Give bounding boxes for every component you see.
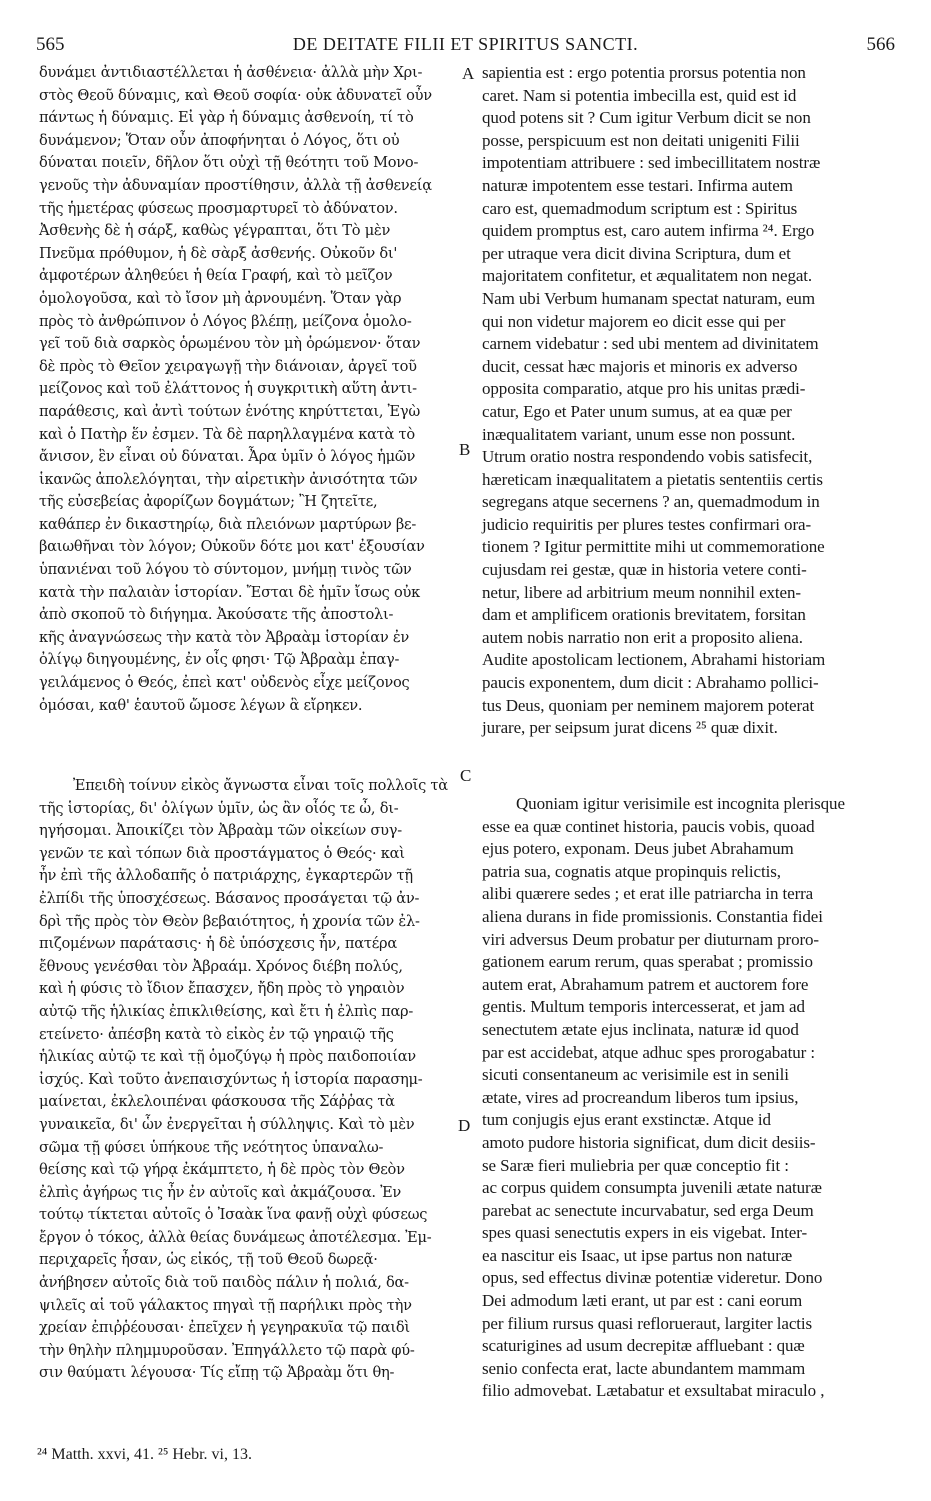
text-line: ἀνήβησεν αὐτοῖς διὰ τοῦ παιδὸς πάλιν ἡ πολιά, δα- [39, 1274, 409, 1292]
text-line: per utraque vera dicit divina Scriptura, dum et [482, 243, 791, 263]
text-line: κατὰ τὴν παλαιὰν ἱστορίαν. Ἔσται δὲ ἡμῖν ἴσως οὐκ [39, 583, 420, 601]
page-header [36, 34, 895, 58]
text-line: opus, sed effectus divinæ potentiæ videretur. Dono [482, 1268, 823, 1288]
text-line: τὴν θηλὴν πλημμυροῦσαν. Ἐπηγάλλετο τῷ παρὰ φύ- [39, 1341, 415, 1359]
text-line: par est accidebat, atque adhuc spes prorogabatur : [482, 1042, 815, 1062]
text-line: ἔργον ὁ τόκος, ἀλλὰ θείας δυνάμεως ἀποτέλεσμα. Ἐμ- [39, 1228, 432, 1246]
text-line: tum conjugis ejus erant exstinctæ. Atque id [482, 1110, 771, 1130]
text-line: paucis exponentem, dum dicit : Abrahamo pollici- [482, 673, 819, 693]
latin-column-paragraph-2 [482, 793, 894, 1403]
text-line: γενοῦς τὴν ἀδυναμίαν προστίθησιν, ἀλλὰ τῇ ἀσθενείᾳ [39, 176, 432, 194]
text-line: ἰσχύς. Καὶ τοῦτο ἀνεπαισχύντως ἡ ἱστορία παρασημ- [39, 1070, 423, 1088]
text-line: τῆς ἡμετέρας φύσεως προσμαρτυρεῖ τὸ ἀδύνατον. [39, 199, 398, 217]
margin-marker-b: B [459, 440, 471, 459]
text-line: aliena durans in fide promissionis. Constantia fidei [482, 906, 823, 926]
text-line: alibi quærere sedes ; et erat ille patriarcha in terra [482, 884, 814, 904]
text-line: filio admovebat. Lætabatur et exsultabat miraculo , [482, 1381, 825, 1401]
text-line: γειλάμενος ὁ Θεός, ἐπεὶ κατ' οὐδενὸς εἶχε μείζονος [39, 674, 410, 692]
text-line: gationem earum rerum, quas sperabat ; promissio [482, 952, 813, 972]
text-line: naturæ impotentem esse testari. Infirma autem [482, 175, 793, 195]
text-line: ἦν ἐπὶ τῆς ἀλλοδαπῆς ὁ πατριάρχης, ἐγκαρτερῶν τῇ [39, 867, 413, 885]
text-line: cujusdam rei gestæ, quæ in historia vetere conti- [482, 560, 807, 580]
text-line: ετείνετο· ἀπέσβη κατὰ τὸ εἰκὸς ἐν τῷ γηραιῷ τῆς [39, 1025, 394, 1043]
text-line: πάντως ἡ δύναμις. Εἰ γὰρ ἡ δύναμις ἀσθενοίη, τί τὸ [39, 109, 414, 127]
text-line: ejus potero, exponam. Deus jubet Abrahamum [482, 839, 794, 859]
text-line: esse ea quæ continet historia, paucis vobis, quoad [482, 816, 815, 836]
text-line: καθάπερ ἐν δικαστηρίῳ, διὰ πλειόνων μαρτύρων βε- [39, 515, 417, 533]
text-line: amoto pudore historia significat, dum dicit desiis- [482, 1132, 816, 1152]
text-line: χρείαν ἐπιῤῥέουσαι· ἐπεῖχεν ἡ γεγηρακυῖα τῷ παιδὶ [39, 1319, 410, 1337]
text-line: autem nobis narratio non erit a proposito aliena. [482, 627, 803, 647]
text-line: βαιωθῆναι τὸν λόγον; Οὐκοῦν δότε μοι κατ' ἐξουσίαν [39, 538, 425, 556]
text-line: ἐλπίδι τῆς ὑποσχέσεως. Βάσανος προσάγεται τῷ ἀν- [39, 889, 420, 907]
text-line: γεῖ τοῦ διὰ σαρκὸς ὁρωμένου τὸν μὴ ὁρώμενον· ὅταν [39, 335, 421, 353]
text-line: hæreticam inæqualitatem a pietatis sententiis certis [482, 469, 823, 489]
text-line: se Saræ fieri muliebria per quæ conceptio fit : [482, 1155, 789, 1175]
text-line: tionem ? Igitur permittite mihi ut commemoratione [482, 537, 825, 557]
text-line: gentis. Multum temporis intercesserat, et jam ad [482, 997, 805, 1017]
text-line: sicuti consentaneum ac verisimile est in senili [482, 1065, 789, 1085]
text-line: sapientia est : ergo potentia prorsus potentia non [482, 63, 806, 82]
text-line: ὀμόσαι, καθ' ἑαυτοῦ ὤμοσε λέγων ἃ εἴρηκεν. [39, 696, 363, 714]
text-line: senectutem ætate ejus inclinata, naturæ id quod [482, 1019, 799, 1039]
text-line: σιν θαύματι λέγουσα· Τίς εἴπῃ τῷ Ἀβραὰμ ὅτι θη- [39, 1364, 395, 1382]
text-line: παράθεσις, καὶ ἀντὶ τούτων ἑνότης κηρύττεται, Ἐγὼ [39, 402, 420, 420]
text-line: opposita comparatio, atque pro his unitas prædi- [482, 379, 806, 399]
text-line: viri adversus Deum probatur per diuturnam proro- [482, 929, 819, 949]
text-line: Ἀσθενὴς δὲ ἡ σάρξ, καθὼς γέγραπται, ὅτι Τὸ μὲν [39, 222, 391, 240]
text-line: posse, perspicuum est non deitati unigeniti Filii [482, 130, 800, 150]
text-line: qui non videtur majorem eo dicit esse qui per [482, 311, 786, 331]
text-line: judicio requiritis per plures testes confirmari ora- [482, 514, 812, 534]
text-line: μαίνεται, ἐκλελοιπέναι φάσκουσα τῆς Σάῤῥας τὰ [39, 1093, 395, 1111]
text-line: τούτῳ τίκτεται αὐτοῖς ὁ Ἰσαὰκ ἵνα φανῇ οὐχὶ φύσεως [39, 1206, 428, 1224]
text-line: quod potens sit ? Cum igitur Verbum dicit se non [482, 108, 811, 128]
text-line: αὐτῷ τῆς ἡλικίας ἐπικλιθείσης, καὶ ἔτι ἡ ἐλπὶς παρ- [39, 1002, 414, 1020]
text-line: δρὶ τῆς πρὸς τὸν Θεὸν βεβαιότητος, ἡ χρονία τῶν ἐλ- [39, 912, 420, 930]
text-line: ἀπὸ σκοποῦ τὸ διήγημα. Ἀκούσατε τῆς ἀποστολι- [39, 606, 394, 624]
latin-column-paragraph-1 [482, 62, 894, 740]
text-line: Quoniam igitur verisimile est incognita plerisque [516, 794, 845, 813]
text-line: καὶ ἡ φύσις τὸ ἴδιον ἔπασχεν, ἤδη πρὸς τὸ γηραιὸν [39, 980, 405, 998]
footnotes: ²⁴ Matth. xxvi, 41. ²⁵ Hebr. vi, 13. [37, 1446, 252, 1463]
text-line: autem erat, Abrahamum patrem et auctorem fore [482, 974, 809, 994]
greek-column-paragraph-1 [39, 62, 463, 717]
text-line: ηγήσομαι. Ἀποικίζει τὸν Ἀβραὰμ τῶν οἰκείων συγ- [39, 822, 402, 840]
text-line: Dei admodum læti erant, ut par est : cani eorum [482, 1291, 803, 1311]
text-line: majoritatem confitetur, et æqualitatem non negat. [482, 266, 813, 286]
text-line: καὶ ὁ Πατὴρ ἕν ἐσμεν. Τὰ δὲ παρηλλαγμένα κατὰ τὸ [39, 425, 415, 443]
margin-marker-d: D [458, 1116, 471, 1135]
text-line: catur, Ego et Pater unum sumus, at ea quæ per [482, 401, 792, 421]
text-line: κῆς ἀναγνώσεως τὴν κατὰ τὸν Ἀβραὰμ ἱστορίαν ἐν [39, 628, 410, 646]
text-line: netur, libere ad arbitrium meum nonnihil exten- [482, 582, 801, 602]
text-line: δυνάμενον; Ὅταν οὖν ἀποφήνηται ὁ Λόγος, ὅτι οὐ [39, 131, 400, 149]
text-line: ἔθνους γενέσθαι τὸν Ἀβραάμ. Χρόνος διέβη πολύς, [39, 957, 403, 975]
text-line: carnem videbatur : sed ubi mentem ad divinitatem [482, 334, 819, 354]
margin-marker-c: C [460, 766, 472, 785]
text-line: Utrum oratio nostra respondendo vobis satisfecit, [482, 447, 813, 467]
text-line: impotentiam attribuere : sed imbecillitatem nostræ [482, 153, 821, 173]
text-line: ὁμολογοῦσα, καὶ τὸ ἴσον μὴ ἀρνουμένη. Ὅταν γὰρ [39, 289, 402, 307]
text-line: στὸς Θεοῦ δύναμις, καὶ Θεοῦ σοφία· οὐκ ἀδυνατεῖ οὖν [39, 86, 432, 104]
text-line: γυναικεῖα, δι' ὧν ἐνεργεῖται ἡ σύλληψις. Καὶ τὸ μὲν [39, 1115, 415, 1133]
text-line: quidem promptus est, caro autem infirma ²⁴. Ergo [482, 221, 815, 241]
text-line: ὑπανιέναι τοῦ λόγου τὸ σύντομον, μνήμῃ τινὸς τῶν [39, 561, 412, 579]
text-line: ea nascitur eis Isaac, ut ipse partus non naturæ [482, 1245, 793, 1265]
page-number-right: 566 [866, 34, 895, 55]
text-line: ἀμφοτέρων ἀληθεύει ἡ θεία Γραφή, καὶ τὸ μεῖζον [39, 267, 393, 285]
text-line: scaturigines ad usum decrepitæ affluebant : quæ [482, 1336, 805, 1356]
text-line: Ἐπειδὴ τοίνυν εἰκὸς ἄγνωστα εἶναι τοῖς πολλοῖς τὰ [73, 777, 448, 794]
text-line: δὲ πρὸς τὸ Θεῖον χειραγωγῇ τὴν διάνοιαν, ἀργεῖ τοῦ [39, 357, 417, 375]
running-title: DE DEITATE FILII ET SPIRITUS SANCTI. [292, 34, 639, 54]
text-line: caret. Nam si potentia imbecilla est, quid est id [482, 85, 797, 105]
text-line: caro est, quemadmodum scriptum est : Spiritus [482, 198, 798, 218]
text-line: ducit, cessat hæc majoris et minoris ex adverso [482, 356, 798, 376]
text-line: ἡλικίας αὐτῷ τε καὶ τῇ ὁμοζύγῳ ἡ πρὸς παιδοποιίαν [39, 1048, 416, 1066]
text-line: jurare, per seipsum jurat dicens ²⁵ quæ dixit. [482, 718, 778, 738]
text-line: μείζονος καὶ τοῦ ἐλάττονος ἡ συγκριτικὴ αὕτη ἀντι- [39, 380, 417, 398]
text-line: θείσης καὶ τῷ γήρᾳ ἐκάμπτετο, ἡ δὲ πρὸς τὸν Θεὸν [39, 1161, 405, 1179]
text-line: patria sua, cognatis atque propinquis relictis, [482, 861, 781, 881]
text-line: δύναται ποιεῖν, δῆλον ὅτι οὐχὶ τῇ θεότητι τοῦ Μονο- [39, 154, 419, 172]
text-line: δυνάμει ἀντιδιαστέλλεται ἡ ἀσθένεια· ἀλλὰ μὴν Χρι- [39, 64, 423, 81]
text-line: περιχαρεῖς ἦσαν, ὡς εἰκός, τῇ τοῦ Θεοῦ δωρεᾷ· [39, 1251, 378, 1269]
text-line: Πνεῦμα πρόθυμον, ἡ δὲ σὰρξ ἀσθενής. Οὐκοῦν δι' [39, 244, 398, 262]
text-line: ψιλεῖς αἱ τοῦ γάλακτος πηγαὶ τῇ παρήλικι πρὸς τὴν [39, 1296, 412, 1314]
text-line: tus Deus, quoniam per neminem majorem poterat [482, 695, 815, 715]
text-line: πιζομένων παράτασις· ἡ δὲ ὑπόσχεσις ἦν, πατέρα [39, 935, 397, 953]
page-number-left: 565 [36, 34, 65, 55]
text-line: ἱκανῶς ἀπολελόγηται, τὴν αἱρετικὴν ἀνισότητα τῶν [39, 470, 418, 488]
text-line: τῆς ἱστορίας, δι' ὀλίγων ὑμῖν, ὡς ἂν οἷός τε ὦ, δι- [39, 799, 399, 817]
text-line: segregans atque secernens ? an, quemadmodum in [482, 492, 820, 512]
greek-column-paragraph-2 [39, 775, 463, 1385]
text-line: ἐλπὶς ἀγήρως τις ἦν ἐν αὐτοῖς καὶ ἀκμάζουσα. Ἐν [39, 1183, 402, 1201]
text-line: per filium rursus quasi reflorueraut, largiter lactis [482, 1313, 813, 1333]
text-line: inæqualitatem variant, unum esse non possunt. [482, 424, 796, 444]
text-line: dam et amplificem orationis brevitatem, forsitan [482, 605, 806, 625]
text-line: γενῶν τε καὶ τόπων διὰ προστάγματος ὁ Θεός· καὶ [39, 844, 405, 862]
text-line: parebat ac senectute incurvabatur, sed erga Deum [482, 1200, 814, 1220]
text-line: Nam ubi Verbum humanam spectat naturam, eum [482, 288, 815, 308]
text-line: σῶμα τῇ φύσει ὑπήκουε τῆς νεότητος ὑπαναλω- [39, 1138, 384, 1156]
text-line: Audite apostolicam lectionem, Abrahami historiam [482, 650, 826, 670]
text-line: ac corpus quidem consumpta juvenili ætate naturæ [482, 1178, 822, 1198]
margin-marker-a: A [462, 64, 475, 83]
text-line: πρὸς τὸ ἀνθρώπινον ὁ Λόγος βλέπῃ, μείζονα ὁμολο- [39, 312, 412, 330]
text-line: ἄνισον, ἓν εἶναι οὐ δύναται. Ἆρα ὑμῖν ὁ λόγος ἡμῶν [39, 448, 416, 466]
text-line: ætate, vires ad procreandum liberos tum ipsius, [482, 1087, 799, 1107]
text-line: τῆς εὐσεβείας ἀφορίζων δογμάτων; Ἢ ζητεῖτε, [39, 493, 378, 511]
text-line: ὀλίγῳ διηγουμένης, ἐν οἷς φησι· Τῷ Ἀβραὰμ ἐπαγ- [39, 651, 400, 669]
text-line: spes quasi senectutis expers in eis vigebat. Inter- [482, 1223, 808, 1243]
text-line: senio confecta erat, lacte abundantem mammam [482, 1358, 806, 1378]
